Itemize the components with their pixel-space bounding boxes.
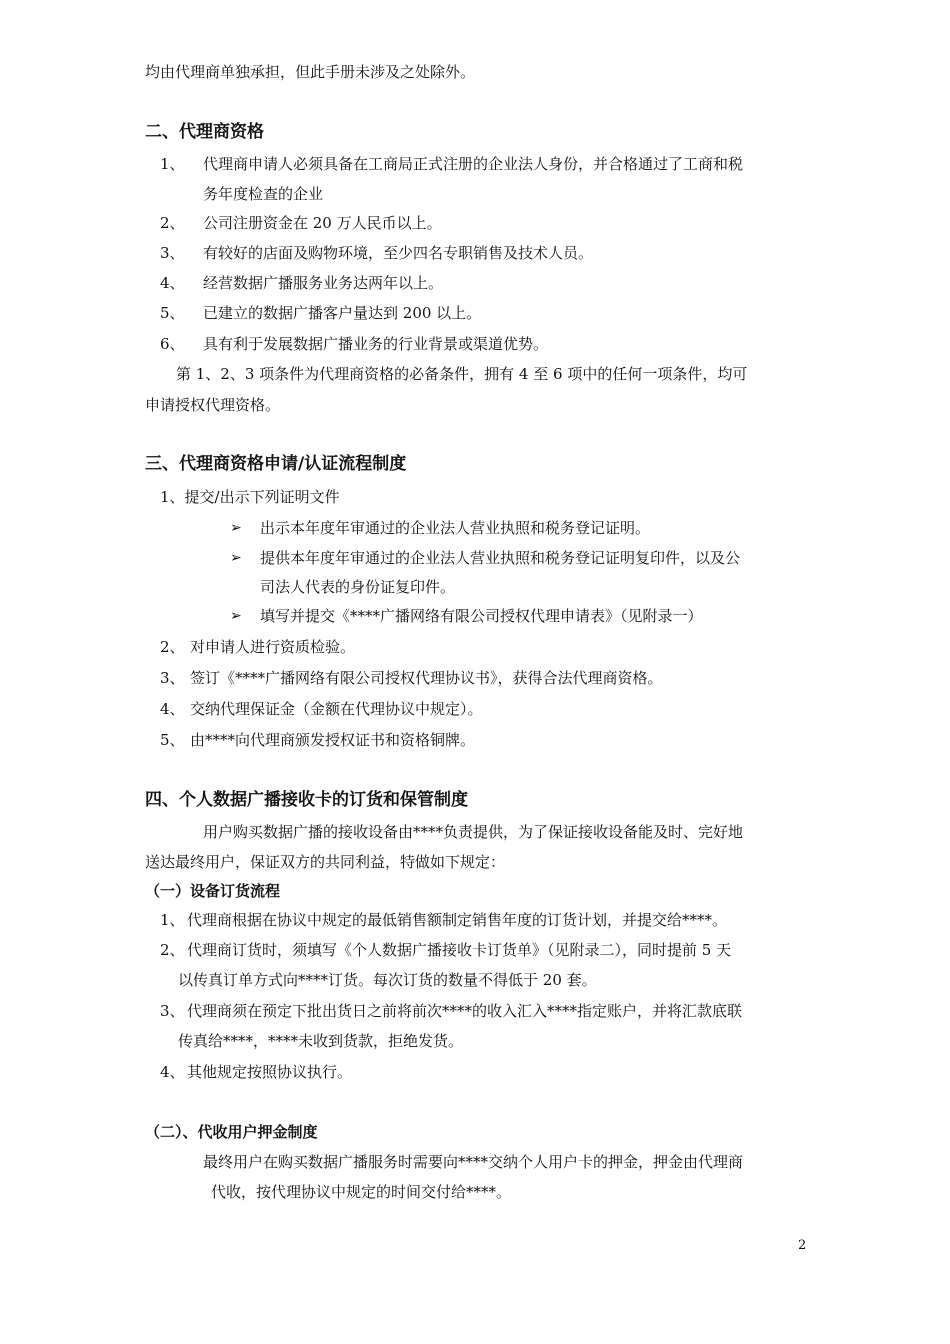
arrow-bullet-icon: ➢ xyxy=(230,550,242,566)
subsection1-item-text: 代理商须在预定下批出货日之前将前次****的收入汇入****指定账户，并将汇款底联 xyxy=(187,1002,743,1020)
subsection1-item-num: 2、 xyxy=(160,941,185,959)
section3-step-num: 5、 xyxy=(160,731,185,749)
section2-heading: 二、代理商资格 xyxy=(145,122,264,142)
section3-bullet: 提供本年度年审通过的企业法人营业执照和税务登记证明复印件，以及公 xyxy=(260,549,741,567)
section2-note: 第 1、2、3 项条件为代理商资格的必备条件，拥有 4 至 6 项中的任何一项条件，均可 xyxy=(176,365,748,383)
intro-line: 均由代理商单独承担，但此手册未涉及之处除外。 xyxy=(145,63,476,81)
section2-item-text: 具有利于发展数据广播业务的行业背景或渠道优势。 xyxy=(203,335,549,353)
subsection1-item-num: 4、 xyxy=(160,1063,185,1081)
subsection1-item-num: 3、 xyxy=(160,1002,185,1020)
section2-item-num: 1、 xyxy=(160,155,185,173)
section2-item-text: 公司注册资金在 20 万人民币以上。 xyxy=(203,214,442,232)
section3-bullet: 出示本年度年审通过的企业法人营业执照和税务登记证明。 xyxy=(260,519,651,537)
section2-item-num: 5、 xyxy=(160,304,185,322)
section3-step-num: 4、 xyxy=(160,700,185,718)
subsection2-heading: （二）、代收用户押金制度 xyxy=(145,1123,318,1141)
subsection1-item-text: 代理商订货时，须填写《个人数据广播接收卡订货单》（见附录二），同时提前 5 天 xyxy=(187,941,732,959)
section3-step-num: 2、 xyxy=(160,638,185,656)
subsection1-item-text-cont: 传真给****，****未收到货款，拒绝发货。 xyxy=(178,1032,464,1050)
section2-note-cont: 申请授权代理资格。 xyxy=(145,396,281,414)
section3-step-text: 对申请人进行资质检验。 xyxy=(190,638,356,656)
section2-item-text: 经营数据广播服务业务达两年以上。 xyxy=(203,274,444,292)
subsection2-text-cont: 代收，按代理协议中规定的时间交付给****。 xyxy=(211,1183,512,1201)
section3-bullet: 填写并提交《****广播网络有限公司授权代理申请表》（见附录一） xyxy=(260,607,703,625)
section2-item-num: 3、 xyxy=(160,244,185,262)
section4-heading: 四、个人数据广播接收卡的订货和保管制度 xyxy=(145,790,468,810)
section3-heading: 三、代理商资格申请/认证流程制度 xyxy=(145,454,407,474)
subsection1-item-text: 代理商根据在协议中规定的最低销售额制定销售年度的订货计划，并提交给****。 xyxy=(187,911,728,929)
section3-step: 1、提交/出示下列证明文件 xyxy=(160,488,340,506)
section2-item-text-cont: 务年度检查的企业 xyxy=(203,185,324,203)
section3-step-num: 3、 xyxy=(160,669,185,687)
section3-step-text: 签订《****广播网络有限公司授权代理协议书》，获得合法代理商资格。 xyxy=(190,669,663,687)
subsection1-heading: （一）设备订货流程 xyxy=(145,882,281,900)
section4-intro: 用户购买数据广播的接收设备由****负责提供，为了保证接收设备能及时、完好地 xyxy=(203,823,744,841)
section4-intro-cont: 送达最终用户，保证双方的共同利益，特做如下规定： xyxy=(145,853,506,871)
section2-item-num: 4、 xyxy=(160,274,185,292)
subsection2-text: 最终用户在购买数据广播服务时需要向****交纳个人用户卡的押金，押金由代理商 xyxy=(203,1153,744,1171)
page-number: 2 xyxy=(798,1238,807,1253)
arrow-bullet-icon: ➢ xyxy=(230,520,242,536)
subsection1-item-text: 其他规定按照协议执行。 xyxy=(187,1063,353,1081)
section2-item-num: 2、 xyxy=(160,214,185,232)
subsection1-item-text-cont: 以传真订单方式向****订货。每次订货的数量不得低于 20 套。 xyxy=(178,971,597,989)
section2-item-text: 已建立的数据广播客户量达到 200 以上。 xyxy=(203,304,482,322)
section3-bullet-cont: 司法人代表的身份证复印件。 xyxy=(260,578,456,596)
subsection1-item-num: 1、 xyxy=(160,911,185,929)
section2-item-text: 有较好的店面及购物环境，至少四名专职销售及技术人员。 xyxy=(203,244,594,262)
section2-item-text: 代理商申请人必须具备在工商局正式注册的企业法人身份，并合格通过了工商和税 xyxy=(203,155,744,173)
section3-step-text: 交纳代理保证金（金额在代理协议中规定）。 xyxy=(190,700,483,718)
section2-item-num: 6、 xyxy=(160,335,185,353)
arrow-bullet-icon: ➢ xyxy=(230,608,242,624)
section3-step-text: 由****向代理商颁发授权证书和资格铜牌。 xyxy=(190,731,476,749)
